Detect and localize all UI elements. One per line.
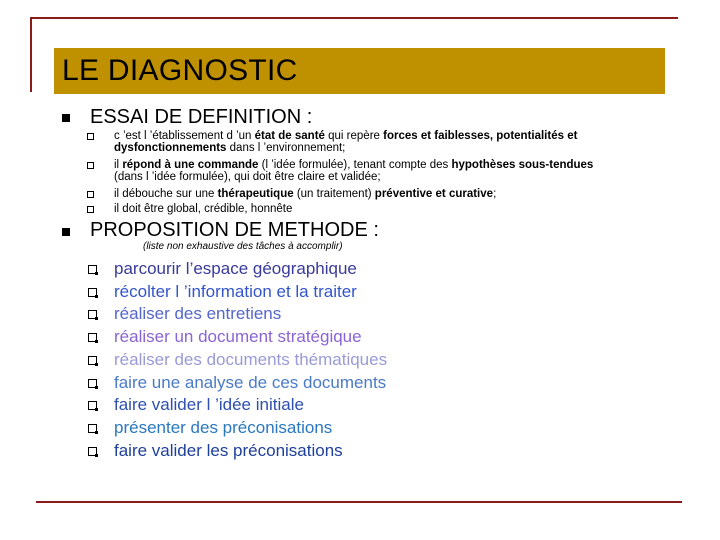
sub-bullet-icon [87, 191, 94, 198]
method-bullet-icon [88, 310, 97, 319]
method-item: présenter des préconisations [114, 417, 333, 437]
body-text: ; [493, 188, 497, 200]
body-text: qui repère [324, 130, 384, 142]
definition-line [114, 130, 670, 142]
method-bullet-icon [88, 401, 97, 410]
method-item: réaliser un document stratégique [114, 327, 362, 347]
definition-line [114, 203, 670, 215]
sub-bullet-icon [87, 162, 94, 169]
emphasis-text: forces et faiblesses, potentialités et [383, 130, 578, 142]
method-bullet-icon [88, 333, 97, 342]
frame-bottom-line [36, 501, 682, 503]
body-text: il débouche sur une [114, 188, 218, 200]
definition-item [114, 159, 670, 183]
method-note: (liste non exhaustive des tâches à accomplir) [143, 241, 343, 252]
body-text: il [114, 159, 123, 171]
body-text: (l ’idée formulée), tenant compte des [258, 159, 452, 171]
definition-item [114, 203, 670, 215]
definition-line [114, 171, 670, 183]
section-heading-method: PROPOSITION DE METHODE : [90, 219, 379, 241]
definition-item [114, 130, 670, 154]
method-bullet-icon [88, 379, 97, 388]
definition-line [114, 159, 670, 171]
method-item: réaliser des documents thématiques [114, 349, 388, 369]
method-item: faire valider les préconisations [114, 440, 343, 460]
definition-line [114, 188, 670, 200]
section-heading-definition: ESSAI DE DEFINITION : [90, 106, 313, 128]
title-bar [54, 48, 665, 94]
method-bullet-icon [88, 424, 97, 433]
body-text: il doit être global, crédible, honnête [114, 203, 293, 215]
frame-left-line [30, 17, 32, 92]
sub-bullet-icon [87, 133, 94, 140]
frame-top-line [30, 17, 678, 19]
method-bullet-icon [88, 288, 97, 297]
emphasis-text: hypothèses sous-tendues [451, 159, 594, 171]
emphasis-text: thérapeutique [217, 188, 294, 200]
method-bullet-icon [88, 447, 97, 456]
body-text: (dans l ’idée formulée), qui doit être claire et validée; [114, 171, 381, 183]
emphasis-text: état de santé [254, 130, 325, 142]
method-item: faire valider l ’idée initiale [114, 395, 304, 415]
sub-bullet-icon [87, 206, 94, 213]
method-item: réaliser des entretiens [114, 304, 282, 324]
method-bullet-icon [88, 265, 97, 274]
definition-line [114, 142, 670, 154]
emphasis-text: dysfonctionnements [114, 142, 227, 154]
emphasis-text: préventive et curative [374, 188, 494, 200]
method-item: faire une analyse de ces documents [114, 372, 387, 392]
body-text: (un traitement) [293, 188, 375, 200]
body-text: dans l ’environnement; [226, 142, 346, 154]
section-bullet-icon [62, 228, 70, 236]
method-item: récolter l ’information et la traiter [114, 281, 357, 301]
emphasis-text: répond à une commande [122, 159, 259, 171]
body-text: c ’est l ’établissement d ’un [114, 130, 255, 142]
method-bullet-icon [88, 356, 97, 365]
section-bullet-icon [62, 114, 70, 122]
method-item: parcourir l’espace géographique [114, 259, 357, 278]
page-title: LE DIAGNOSTIC [62, 54, 298, 87]
definition-item [114, 188, 670, 200]
